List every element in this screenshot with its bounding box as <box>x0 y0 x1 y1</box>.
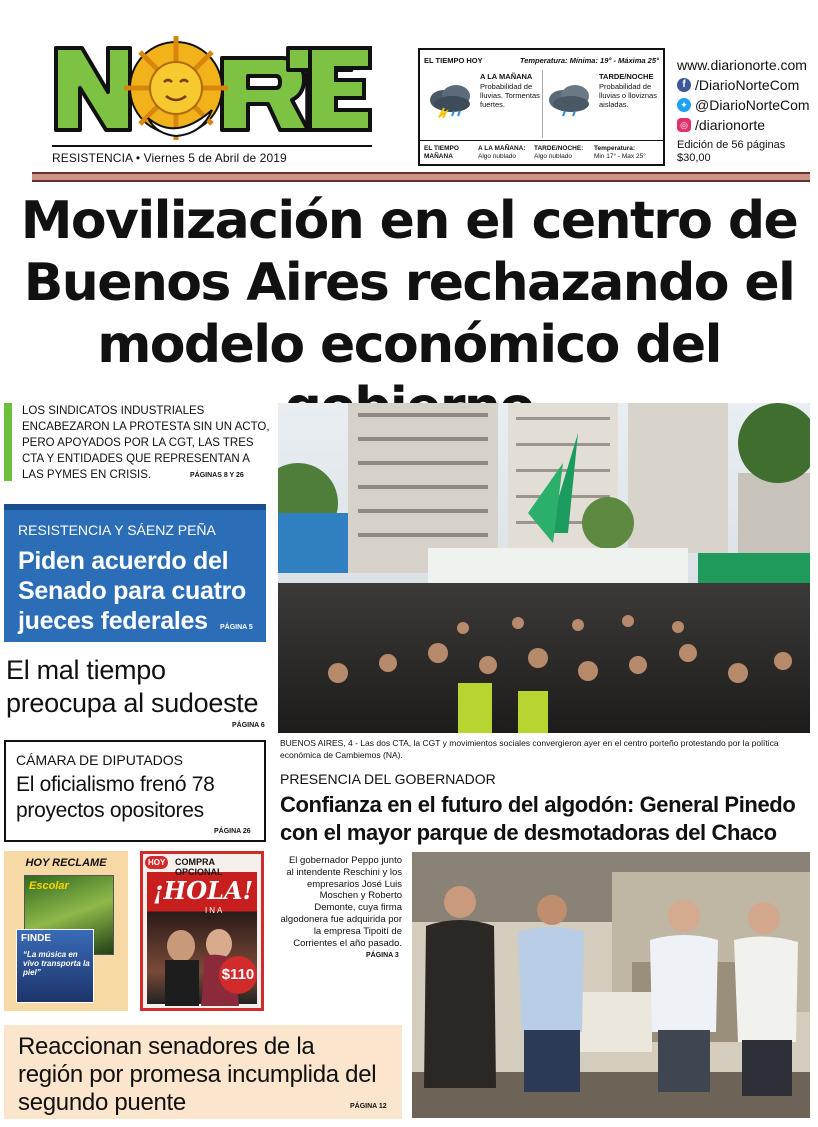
social-links <box>677 55 810 135</box>
weather-morning-desc: Probabilidad de lluvias. Tormentas fuertes. <box>480 82 540 109</box>
instagram-link[interactable] <box>677 115 810 135</box>
magazine-escolar-title: Escolar <box>29 880 69 892</box>
masthead-band <box>32 172 810 182</box>
weather-evening-title: TARDE/NOCHE <box>599 72 654 81</box>
magazine-finde-cover <box>16 929 94 1003</box>
story-senado-page: PÁGINA 5 <box>220 624 253 631</box>
weather-temperature: Temperatura: Mínima: 19° - Máxima 25° <box>519 56 659 65</box>
weather-tomorrow <box>420 140 663 166</box>
norte-logo[interactable] <box>52 30 372 145</box>
story-diputados[interactable] <box>4 740 266 842</box>
facebook-icon: f <box>677 78 691 92</box>
tomorrow-evening-title: TARDE/NOCHE: <box>534 145 584 152</box>
lead-pages: PÁGINAS 8 Y 26 <box>190 472 244 479</box>
promo-reclame-label: HOY RECLAME <box>25 857 107 869</box>
story-algodon-caption: El gobernador Peppo junto al intendente Reschini y los empresarios José Luis Moschen y Roberto Demonte, cuya firma algodonera fue adquirida por la empresa Tipoití de Corrientes el año pasado. <box>280 855 402 949</box>
story-algodon-page: PÁGINA 3 <box>366 952 399 959</box>
storm-cloud-icon <box>426 84 476 118</box>
hoy-tag: HOY <box>145 856 168 869</box>
story-puente[interactable] <box>4 1025 402 1119</box>
lead-summary: LOS SINDICATOS INDUSTRIALES ENCABEZARON LA PROTESTA SIN UN ACTO, PERO APOYADOS POR LA CGT, LAS TRES CTA Y ENTIDADES QUE REPRESENTAN A LAS PYMES EN CRISIS. <box>22 405 270 481</box>
story-puente-title: Reaccionan senadores de la región por promesa incumplida del segundo puente <box>18 1033 377 1116</box>
hola-sub: INA <box>205 906 225 915</box>
promo-hola[interactable] <box>140 851 264 1011</box>
twitter-handle: @DiarioNorteCom <box>695 97 810 113</box>
hola-logo: ¡HOLA! <box>153 876 254 905</box>
masthead-rule <box>52 145 372 147</box>
weather-morning-title: A LA MAÑANA <box>480 72 533 81</box>
tomorrow-morning: Algo nublado <box>478 153 516 160</box>
tomorrow-evening: Algo nublado <box>534 153 572 160</box>
promo-hola-label: COMPRA OPCIONAL <box>175 857 223 877</box>
promo-reclame[interactable] <box>4 851 128 1011</box>
story-puente-page: PÁGINA 12 <box>350 1103 387 1110</box>
facebook-handle: /DiarioNorteCom <box>695 77 800 93</box>
twitter-link[interactable] <box>677 95 810 115</box>
weather-tomorrow-label: EL TIEMPO MAÑANA <box>424 145 459 160</box>
tomorrow-temp-title: Temperatura: <box>594 145 636 152</box>
twitter-icon: ✦ <box>677 98 691 112</box>
magazine-finde-subtitle: “La música en vivo transporta la piel” <box>23 950 90 977</box>
rain-cloud-icon <box>545 84 595 118</box>
lead-accent-bar <box>4 403 12 481</box>
story-senado-title: Piden acuerdo del Senado para cuatro jueces federales <box>18 547 246 635</box>
edition-price: $30,00 <box>677 152 711 164</box>
weather-evening <box>542 70 660 138</box>
protest-photo[interactable] <box>278 403 810 733</box>
hola-magazine-cover <box>147 872 257 1004</box>
website-link[interactable]: www.diarionorte.com <box>677 57 807 73</box>
instagram-handle: /diarionorte <box>695 117 766 133</box>
instagram-icon: ◎ <box>677 118 691 132</box>
story-senado-kicker: RESISTENCIA Y SÁENZ PEÑA <box>18 522 216 538</box>
edition-pages: Edición de 56 páginas <box>677 139 786 151</box>
story-diputados-title: El oficialismo frenó 78 proyectos opositores <box>16 773 215 822</box>
weather-evening-desc: Probabilidad de lluvias o lloviznas aisladas. <box>599 82 657 109</box>
dateline: RESISTENCIA • Viernes 5 de Abril de 2019 <box>52 151 287 165</box>
weather-box <box>418 48 665 166</box>
tomorrow-morning-title: A LA MAÑANA: <box>478 145 526 152</box>
story-diputados-kicker: CÁMARA DE DIPUTADOS <box>16 752 183 768</box>
story-algodon-title[interactable]: Confianza en el futuro del algodón: General Pinedo con el mayor parque de desmotadoras del Chaco <box>280 792 796 845</box>
weather-morning <box>424 70 542 138</box>
main-headline[interactable]: Movilización en el centro de Buenos Aires rechazando el modelo económico del <box>20 191 798 375</box>
story-senado[interactable] <box>4 504 266 642</box>
story-algodon-kicker: PRESENCIA DEL GOBERNADOR <box>280 771 496 787</box>
story-diputados-page: PÁGINA 26 <box>214 828 251 835</box>
tomorrow-temp: Min 17° - Max 25° <box>594 153 646 160</box>
magazine-finde-title: FINDE <box>21 933 51 944</box>
protest-photo-caption: BUENOS AIRES, 4 - Las dos CTA, la CGT y movimientos sociales convergieron ayer en el centro porteño protestando por la política económica de Cambiemos (NA). <box>280 738 779 760</box>
story-tiempo-page: PÁGINA 6 <box>232 722 265 729</box>
hola-price-badge: $110 <box>219 956 257 994</box>
weather-header: EL TIEMPO HOY <box>424 56 483 65</box>
gin-visit-photo[interactable] <box>412 852 810 1118</box>
edition-info <box>677 139 785 165</box>
story-tiempo-title[interactable]: El mal tiempo preocupa al sudoeste <box>6 655 259 718</box>
facebook-link[interactable] <box>677 75 810 95</box>
